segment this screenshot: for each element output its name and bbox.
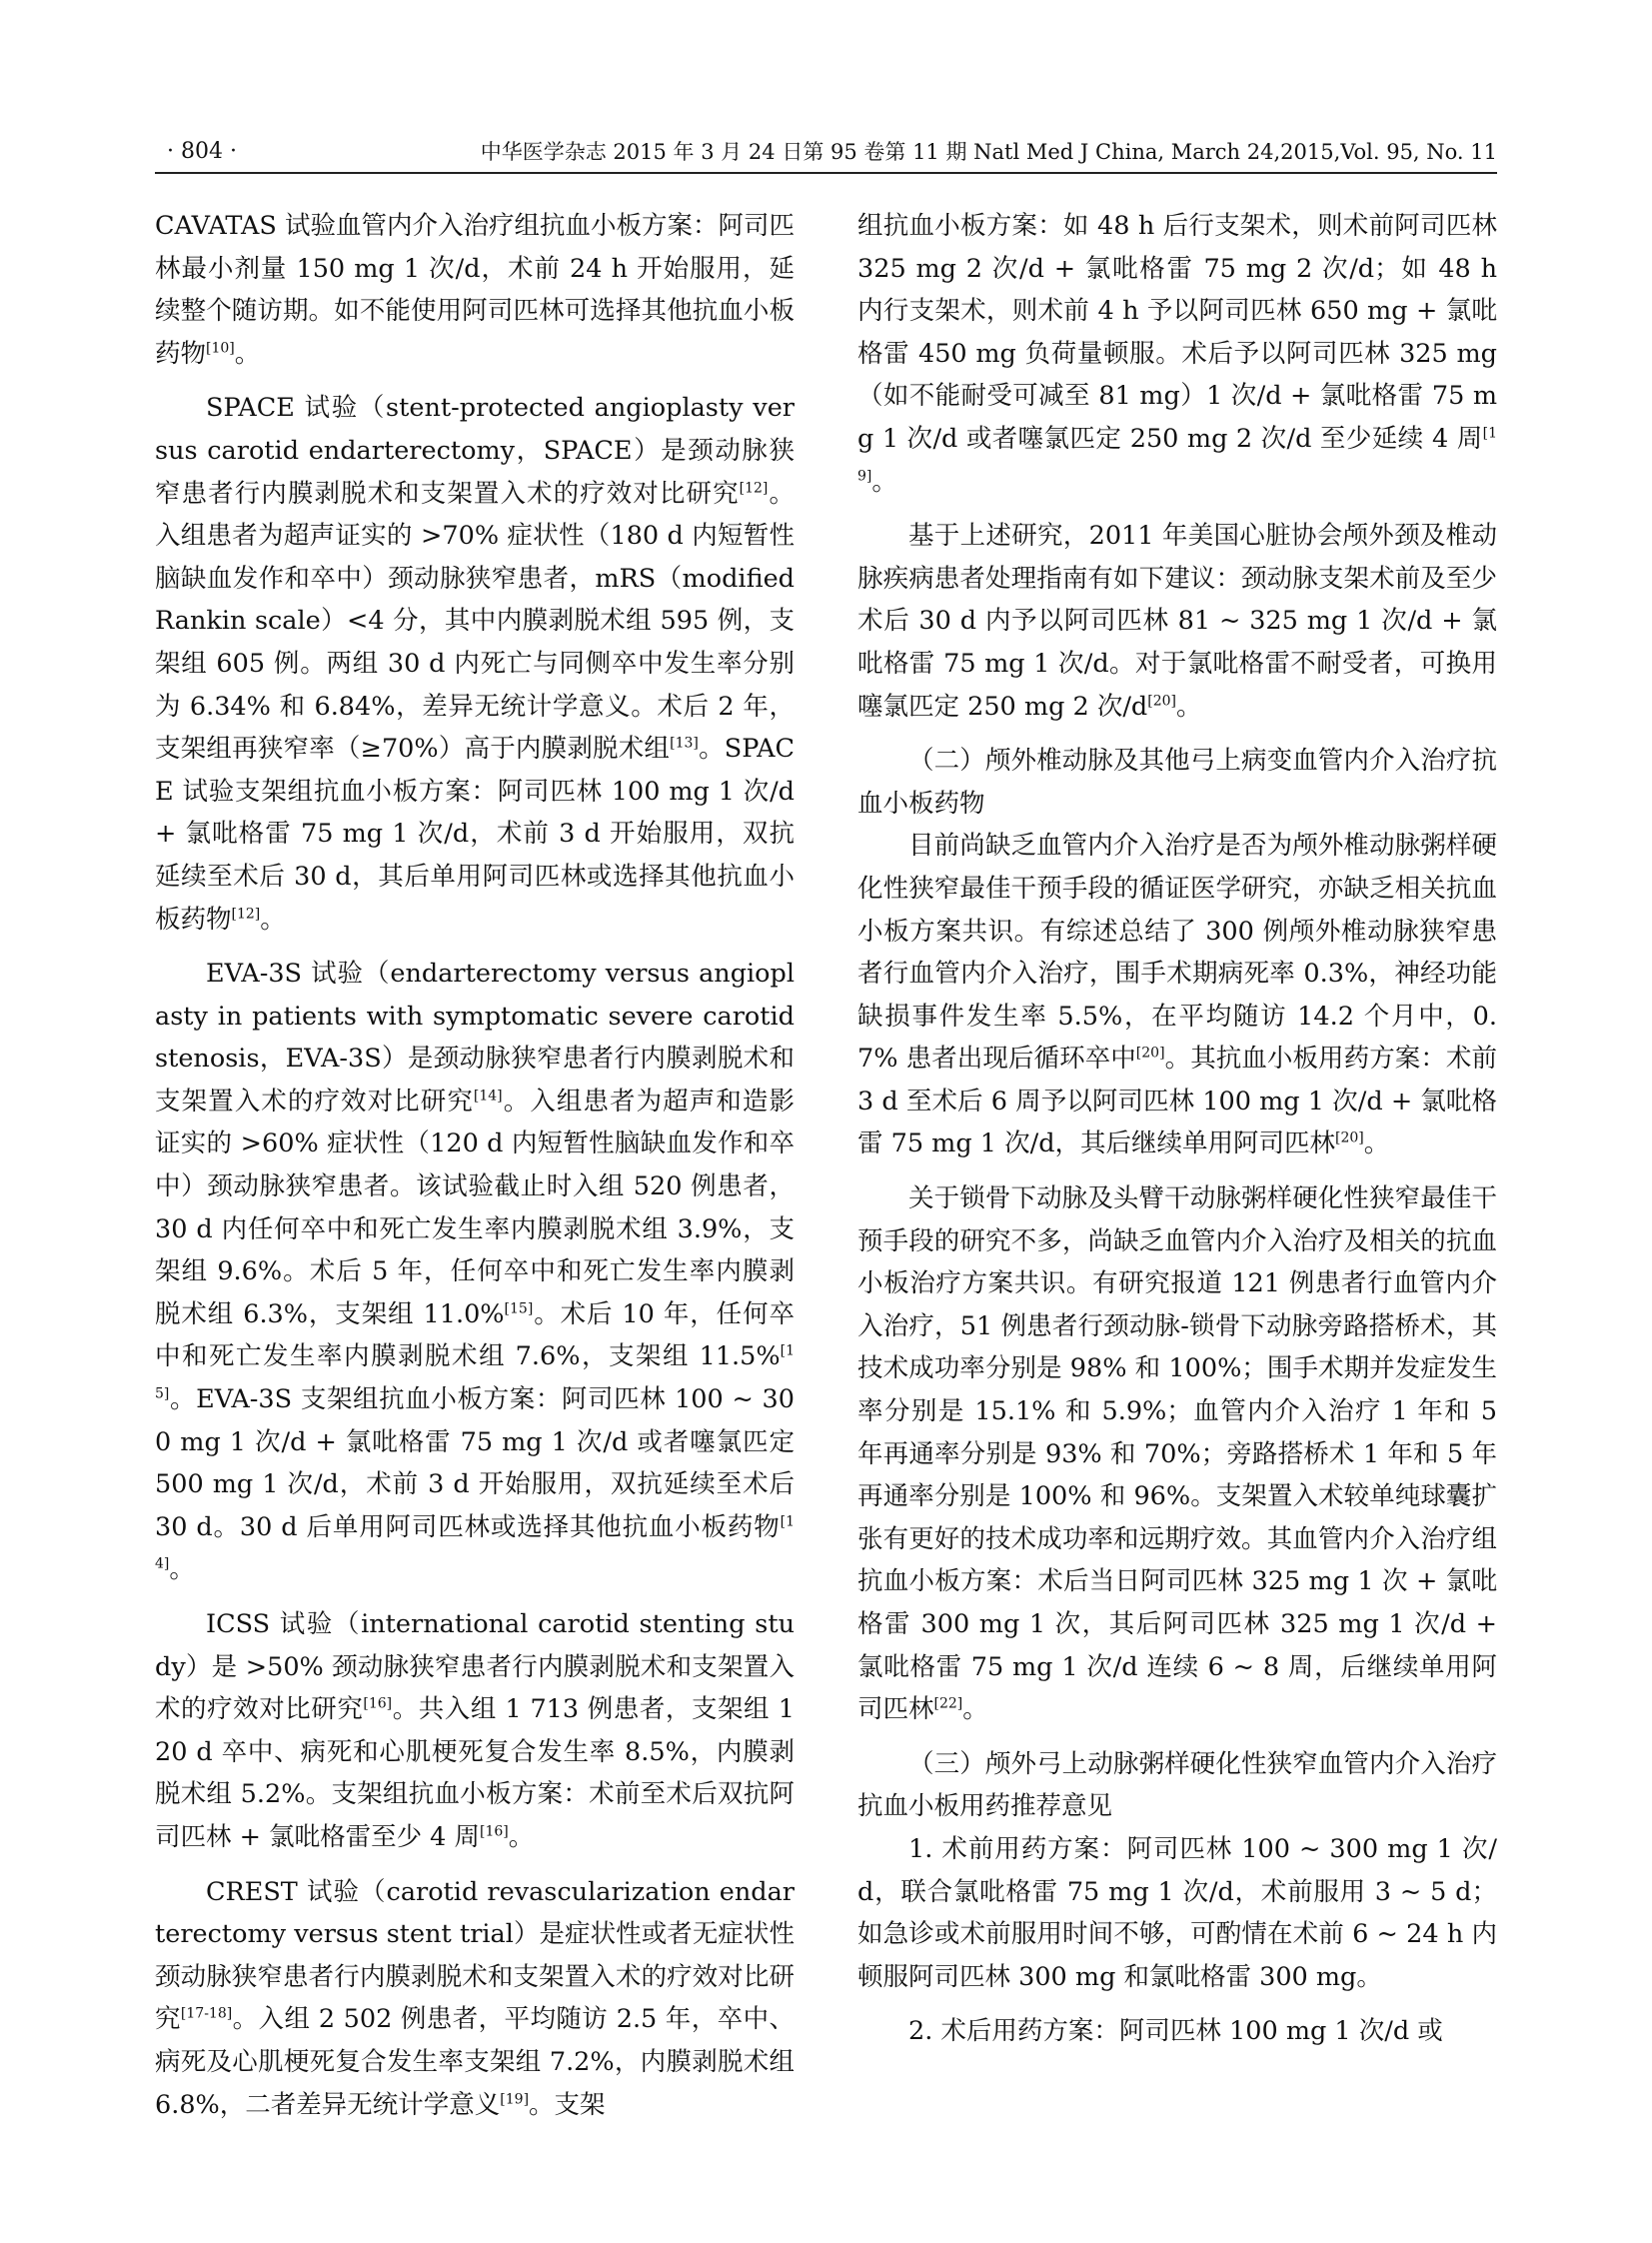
- page-header: [155, 136, 1497, 174]
- citation: [19]: [500, 2091, 530, 2108]
- section-heading-2: （二）颅外椎动脉及其他弓上病变血管内介入治疗抗血小板药物: [857, 746, 1497, 819]
- paragraph-icss-trial: ICSS 试验（international carotid stenting study）是 >50% 颈动脉狭窄患者行内膜剥脱术和支架置入术的疗效对比研究[16]。共入组 1 713 例患者，支架组 120 d 卒中、病死和心肌梗死复合发生率 8.5%，内膜剥脱术组 5.2%。支架组抗血小板方案：术前至术后双抗阿司匹林 + 氯吡格雷至少 4 周[16]。: [155, 1609, 795, 1852]
- paragraph-aha-guideline: 基于上述研究，2011 年美国心脏协会颅外颈及椎动脉疾病患者处理指南有如下建议：颈动脉支架术前及至少术后 30 d 内予以阿司匹林 81 ~ 325 mg 1 次/d + 氯吡格雷 75 mg 1 次/d。对于氯吡格雷不耐受者，可换用噻氯匹定 250 mg 2 次/d[20]。: [857, 521, 1497, 722]
- running-head: 中华医学杂志 2015 年 3 月 24 日第 95 卷第 11 期 Natl Med J China, March 24,2015,Vol. 95, No. 11: [480, 140, 1497, 164]
- citation: [14]: [155, 1513, 795, 1572]
- citation: [20]: [1335, 1129, 1364, 1146]
- paragraph-space-trial: SPACE 试验（stent-protected angioplasty versus carotid endarterectomy，SPACE）是颈动脉狭窄患者行内膜剥脱术和支架置入术的疗效对比研究[12]。入组患者为超声证实的 >70% 症状性（180 d 内短暂性脑缺血发作和卒中）颈动脉狭窄患者，mRS（modified Rankin scale）<4 分，其中内膜剥脱术组 595 例，支架组 605 例。两组 30 d 内死亡与同侧卒中发生率分别为 6.34% 和 6.84%，差异无统计学意义。术后 2 年，支架组再狭窄率（≥70%）高于内膜剥脱术组[13]。SPACE 试验支架组抗血小板方案：阿司匹林 100 mg 1 次/d + 氯吡格雷 75 mg 1 次/d，术前 3 d 开始服用，双抗延续至术后 30 d，其后单用阿司匹林或选择其他抗血小板药物[12]。: [155, 393, 795, 935]
- paragraph-vertebral-artery: 目前尚缺乏血管内介入治疗是否为颅外椎动脉粥样硬化性狭窄最佳干预手段的循证医学研究，亦缺乏相关抗血小板方案共识。有综述总结了 300 例颅外椎动脉狭窄患者行血管内介入治疗，围手术期病死率 0.3%，神经功能缺损事件发生率 5.5%，在平均随访 14.2 个月中，0.7% 患者出现后循环卒中[20]。其抗血小板用药方案：术前 3 d 至术后 6 周予以阿司匹林 100 mg 1 次/d + 氯吡格雷 75 mg 1 次/d，其后继续单用阿司匹林[20]。: [857, 831, 1497, 1159]
- paragraph-postop-regimen: 2. 术后用药方案：阿司匹林 100 mg 1 次/d 或: [908, 2016, 1443, 2047]
- citation: [16]: [480, 1823, 509, 1840]
- citation: [12]: [739, 480, 769, 497]
- citation: [20]: [1135, 1045, 1165, 1062]
- paragraph-eva3s-trial: EVA-3S 试验（endarterectomy versus angioplasty in patients with symptomatic severe carotid stenosis，EVA-3S）是颈动脉狭窄患者行内膜剥脱术和支架置入术的疗效对比研究[14]。入组患者为超声和造影证实的 >60% 症状性（120 d 内短暂性脑缺血发作和卒中）颈动脉狭窄患者。该试验截止时入组 520 例患者，30 d 内任何卒中和死亡发生率内膜剥脱术组 3.9%，支架组 9.6%。术后 5 年，任何卒中和死亡发生率内膜剥脱术组 6.3%，支架组 11.0%[15]。术后 10 年，任何卒中和死亡发生率内膜剥脱术组 7.6%，支架组 11.5%[15]。EVA-3S 支架组抗血小板方案：阿司匹林 100 ~ 300 mg 1 次/d + 氯吡格雷 75 mg 1 次/d 或者噻氯匹定 500 mg 1 次/d，术前 3 d 开始服用，双抗延续至术后 30 d。30 d 后单用阿司匹林或选择其他抗血小板药物[14]。: [155, 959, 795, 1585]
- citation: [19]: [857, 425, 1497, 485]
- citation: [20]: [1147, 693, 1176, 710]
- paragraph-preop-regimen: 1. 术前用药方案：阿司匹林 100 ~ 300 mg 1 次/d，联合氯吡格雷 75 mg 1 次/d，术前服用 3 ~ 5 d；如急诊或术前服用时间不够，可酌情在术前 6 ~ 24 h 内顿服阿司匹林 300 mg 和氯吡格雷 300 mg。: [857, 1833, 1497, 1992]
- citation: [12]: [231, 906, 261, 922]
- citation: [17-18]: [180, 2005, 233, 2022]
- paragraph-crest-continued: 组抗血小板方案：如 48 h 后行支架术，则术前阿司匹林 325 mg 2 次/d + 氯吡格雷 75 mg 2 次/d；如 48 h 内行支架术，则术前 4 h 予以阿司匹林 650 mg + 氯吡格雷 450 mg 负荷量顿服。术后予以阿司匹林 325 mg（如不能耐受可减至 81 mg）1 次/d + 氯吡格雷 75 mg 1 次/d 或者噻氯匹定 250 mg 2 次/d 至少延续 4 周[19]。: [857, 211, 1497, 497]
- citation: [14]: [473, 1088, 503, 1105]
- citation: [13]: [670, 735, 699, 752]
- citation: [15]: [504, 1300, 534, 1317]
- left-column: [155, 205, 795, 2194]
- citation: [10]: [206, 340, 235, 357]
- citation: [15]: [155, 1342, 795, 1402]
- section-heading-3: （三）颅外弓上动脉粥样硬化性狭窄血管内介入治疗抗血小板用药推荐意见: [857, 1748, 1497, 1822]
- citation: [22]: [933, 1695, 963, 1712]
- paragraph-crest-trial: CREST 试验（carotid revascularization endarterectomy versus stent trial）是症状性或者无症状性颈动脉狭窄患者行内膜剥脱术和支架置入术的疗效对比研究[17-18]。入组 2 502 例患者，平均随访 2.5 年，卒中、病死及心肌梗死复合发生率支架组 7.2%，内膜剥脱术组 6.8%，二者差异无统计学意义[19]。支架: [155, 1876, 795, 2120]
- paragraph-cavatas: CAVATAS 试验血管内介入治疗组抗血小板方案：阿司匹林最小剂量 150 mg 1 次/d，术前 24 h 开始服用，延续整个随访期。如不能使用阿司匹林可选择其他抗血小板药物[10]。: [155, 211, 795, 369]
- page-number: · 804 ·: [167, 139, 237, 164]
- citation: [16]: [363, 1695, 393, 1712]
- paragraph-subclavian-artery: 关于锁骨下动脉及头臂干动脉粥样硬化性狭窄最佳干预手段的研究不多，尚缺乏血管内介入治疗及相关的抗血小板治疗方案共识。有研究报道 121 例患者行血管内介入治疗，51 例患者行颈动脉-锁骨下动脉旁路搭桥术，其技术成功率分别是 98% 和 100%；围手术期并发症发生率分别是 15.1% 和 5.9%；血管内介入治疗 1 年和 5 年再通率分别是 93% 和 70%；旁路搭桥术 1 年和 5 年再通率分别是 100% 和 96%。支架置入术较单纯球囊扩张有更好的技术成功率和远期疗效。其血管内介入治疗组抗血小板方案：术后当日阿司匹林 325 mg 1 次 + 氯吡格雷 300 mg 1 次，其后阿司匹林 325 mg 1 次/d + 氯吡格雷 75 mg 1 次/d 连续 6 ~ 8 周，后继续单用阿司匹林[22]。: [857, 1183, 1497, 1725]
- right-column: [857, 205, 1497, 2194]
